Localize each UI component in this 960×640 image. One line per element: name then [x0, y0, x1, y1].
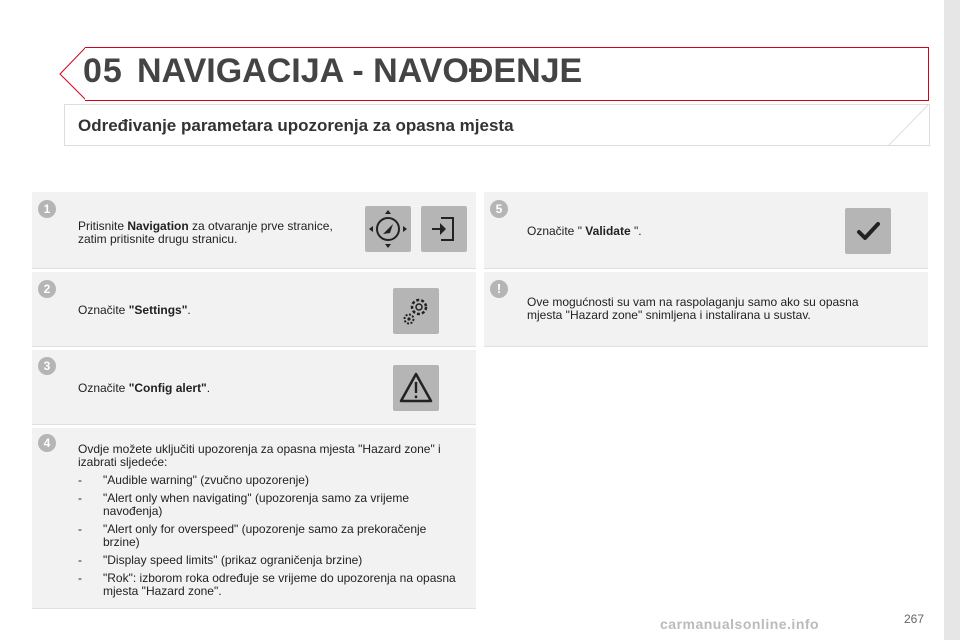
- list-item: - "Rok": izborom roka određuje se vrijeme do upozorenja na opasna mjesta "Hazard zone".: [78, 571, 456, 598]
- step-5-text: Označite " Validate ".: [527, 224, 642, 238]
- warning-badge: !: [490, 280, 508, 298]
- step-1-text: Pritisnite Navigation za otvaranje prve stranice, zatim pritisnite drugu stranicu.: [78, 219, 333, 246]
- hazard-warning-icon: [393, 365, 439, 411]
- section-title: Određivanje parametara upozorenja za opasna mjesta: [78, 116, 514, 135]
- list-item: - "Alert only for overspeed" (upozorenje samo za prekoračenje brzine): [78, 522, 427, 549]
- chapter-number: 05: [83, 52, 123, 90]
- page-edge-strip: [944, 0, 960, 640]
- navigation-button[interactable]: [365, 206, 411, 252]
- step-1-badge: 1: [38, 200, 56, 218]
- config-alert-button[interactable]: [393, 365, 439, 411]
- step-4-option-list: [78, 474, 458, 603]
- next-page-button[interactable]: [421, 206, 467, 252]
- settings-button[interactable]: [393, 288, 439, 334]
- page-number: 267: [904, 612, 925, 626]
- page-next-icon: [421, 206, 467, 252]
- chapter-title: NAVIGACIJA - NAVOĐENJE: [137, 52, 583, 90]
- step-4-intro: Ovdje možete uključiti upozorenja za opasna mjesta "Hazard zone" i izabrati sljedeće:: [78, 442, 441, 469]
- list-item: - "Display speed limits" (prikaz ograničenja brzine): [78, 553, 363, 567]
- list-item: - "Alert only when navigating" (upozorenja samo za vrijeme navođenja): [78, 491, 410, 518]
- warning-text: Ove mogućnosti su vam na raspolaganju samo ako su opasna mjesta "Hazard zone" snimljena i instalirana u sustav.: [527, 295, 859, 322]
- step-3-text: Označite "Config alert".: [78, 381, 211, 395]
- navigation-joystick-icon: [365, 206, 411, 252]
- step-2-text: Označite "Settings".: [78, 303, 191, 317]
- section-decoration: [875, 104, 930, 146]
- watermark: carmanualsonline.info: [660, 616, 820, 632]
- settings-gears-icon: [393, 288, 439, 334]
- checkmark-icon: [845, 208, 891, 254]
- step-4-badge: 4: [38, 434, 56, 452]
- step-3-badge: 3: [38, 357, 56, 375]
- step-2-badge: 2: [38, 280, 56, 298]
- list-item: - "Audible warning" (zvučno upozorenje): [78, 473, 309, 487]
- step-5-badge: 5: [490, 200, 508, 218]
- validate-button[interactable]: [845, 208, 891, 254]
